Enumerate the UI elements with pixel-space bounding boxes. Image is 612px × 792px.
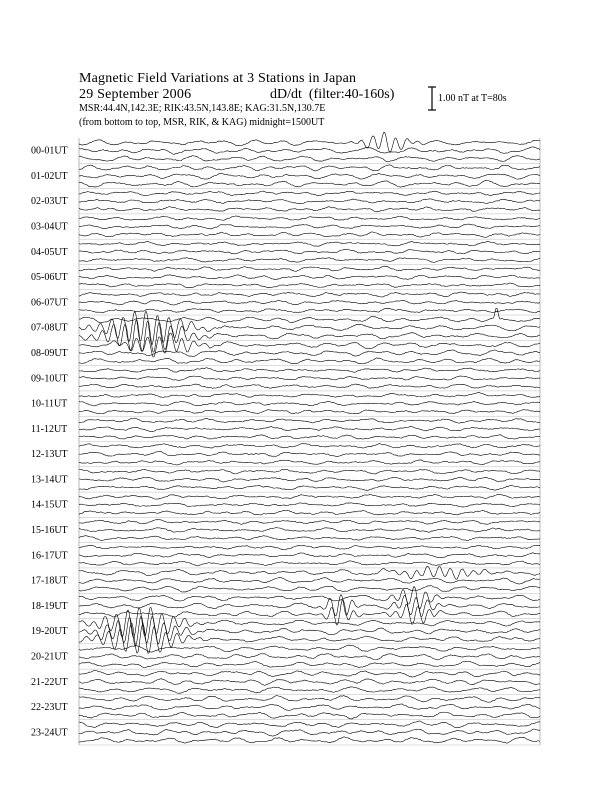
trace-msr <box>79 156 540 162</box>
hour-label: 01-02UT <box>31 170 68 182</box>
trace-kag <box>79 418 540 423</box>
trace-msr <box>79 510 540 515</box>
trace-rik <box>79 173 540 179</box>
trace-kag <box>79 368 540 373</box>
trace-kag <box>79 608 540 638</box>
hour-row <box>31 695 540 719</box>
trace-rows <box>31 132 540 745</box>
trace-kag <box>79 292 540 297</box>
trace-rik <box>79 451 540 456</box>
trace-kag <box>79 241 540 246</box>
trace-rik <box>79 729 540 736</box>
trace-rik <box>79 553 540 558</box>
trace-rik <box>79 350 540 356</box>
trace-msr <box>79 687 540 693</box>
trace-kag <box>79 333 540 357</box>
trace-rik <box>79 679 540 686</box>
hour-label: 17-18UT <box>31 575 68 587</box>
trace-msr <box>79 358 540 364</box>
trace-rik <box>79 311 540 345</box>
hour-label: 22-23UT <box>31 702 68 714</box>
trace-rik <box>79 199 540 204</box>
trace-msr <box>79 258 540 263</box>
hour-row <box>31 393 540 417</box>
trace-msr <box>79 586 540 592</box>
trace-rik <box>79 401 540 406</box>
trace-kag <box>79 469 540 474</box>
hour-label: 10-11UT <box>31 398 68 410</box>
hour-row <box>31 266 540 290</box>
hour-label: 00-01UT <box>31 145 68 157</box>
hour-row <box>31 494 540 517</box>
trace-msr <box>79 410 540 414</box>
trace-msr <box>79 536 540 541</box>
trace-rik <box>79 147 540 154</box>
hour-row <box>31 333 540 366</box>
trace-kag <box>79 695 540 702</box>
hour-row <box>31 418 540 441</box>
hour-label: 11-12UT <box>31 423 68 435</box>
hour-label: 19-20UT <box>31 626 68 638</box>
hour-row <box>31 721 540 745</box>
trace-rik <box>79 275 540 280</box>
trace-kag <box>79 444 540 449</box>
trace-msr <box>79 737 540 744</box>
hour-label: 08-09UT <box>31 347 68 359</box>
trace-rik <box>79 528 540 533</box>
trace-msr <box>79 232 540 238</box>
trace-kag <box>79 494 540 499</box>
trace-rik <box>79 376 540 381</box>
trace-msr <box>79 180 540 187</box>
trace-rik <box>79 654 540 660</box>
trace-rik <box>79 300 540 305</box>
hour-label: 09-10UT <box>31 373 68 385</box>
hour-label: 15-16UT <box>31 525 68 537</box>
hour-label: 07-08UT <box>31 322 68 334</box>
trace-kag <box>79 393 540 398</box>
trace-kag <box>79 670 540 677</box>
hour-label: 18-19UT <box>31 600 68 612</box>
hour-label: 06-07UT <box>31 297 68 309</box>
trace-msr <box>79 561 540 566</box>
trace-msr <box>79 486 540 491</box>
quantity-label: dD/dt <box>270 87 302 102</box>
trace-msr <box>79 435 540 439</box>
trace-msr <box>79 460 540 465</box>
hour-label: 20-21UT <box>31 651 68 663</box>
trace-msr <box>79 308 540 312</box>
trace-rik <box>79 503 540 507</box>
trace-kag <box>79 566 540 579</box>
trace-rik <box>79 426 540 431</box>
hour-label: 04-05UT <box>31 246 68 258</box>
hour-label: 13-14UT <box>31 474 68 486</box>
trace-rik <box>79 224 540 229</box>
hour-row <box>31 586 540 625</box>
hour-label: 03-04UT <box>31 221 68 233</box>
trace-kag <box>79 216 540 220</box>
hour-row <box>31 645 540 669</box>
trace-msr <box>79 712 540 719</box>
hour-label: 14-15UT <box>31 499 68 511</box>
filter-label: (filter:40-160s) <box>308 87 395 102</box>
trace-msr <box>79 600 540 625</box>
trace-msr <box>79 384 540 388</box>
trace-kag <box>79 721 540 728</box>
station-order-note: (from bottom to top, MSR, RIK, & KAG) midnight=1500UT <box>79 117 325 128</box>
hour-row <box>31 545 540 568</box>
trace-kag <box>79 266 540 271</box>
hour-row <box>31 191 540 214</box>
trace-rik <box>79 249 540 254</box>
trace-msr <box>79 283 540 288</box>
hour-row <box>31 216 540 239</box>
hour-label: 05-06UT <box>31 272 68 284</box>
trace-msr <box>79 207 540 212</box>
hour-row <box>31 292 540 315</box>
hour-row <box>31 132 540 163</box>
scale-bar <box>428 87 436 110</box>
trace-rik <box>79 704 540 711</box>
trace-kag <box>79 191 540 196</box>
hour-row <box>31 670 540 694</box>
trace-rik <box>79 577 540 584</box>
trace-rik <box>79 477 540 482</box>
hour-label: 02-03UT <box>31 196 68 208</box>
hour-row <box>31 368 540 391</box>
date-label: 29 September 2006 <box>79 87 192 102</box>
hour-row <box>31 241 540 264</box>
hour-row <box>31 165 540 189</box>
trace-kag <box>79 545 540 550</box>
trace-kag <box>79 520 540 525</box>
hour-label: 16-17UT <box>31 550 68 562</box>
trace-kag <box>79 645 540 652</box>
chart-title: Magnetic Field Variations at 3 Stations in Japan <box>79 71 357 86</box>
station-coordinates: MSR:44.4N,142.3E; RIK:43.5N,143.8E; KAG:31.5N,130.7E <box>79 103 326 114</box>
trace-msr <box>79 320 540 352</box>
hour-label: 12-13UT <box>31 449 68 461</box>
hour-row <box>31 444 540 467</box>
hour-row <box>31 520 540 543</box>
trace-kag <box>79 165 540 171</box>
hour-label: 21-22UT <box>31 676 68 688</box>
hour-row <box>31 566 540 593</box>
hour-row <box>31 469 540 492</box>
hour-label: 23-24UT <box>31 727 68 739</box>
trace-msr <box>79 661 540 667</box>
scale-bar-label: 1.00 nT at T=80s <box>438 93 507 104</box>
